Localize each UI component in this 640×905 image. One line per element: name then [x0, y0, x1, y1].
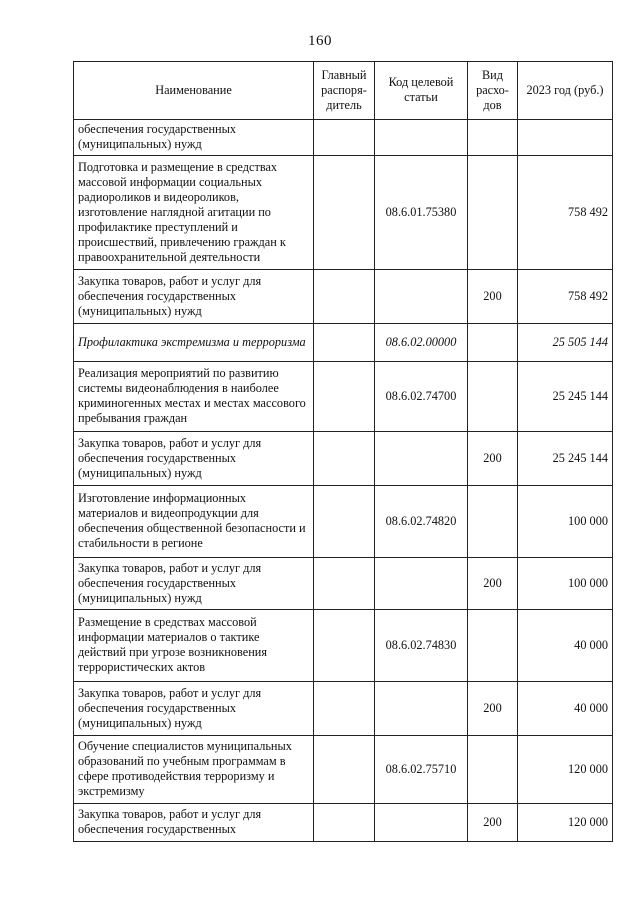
table-row [74, 610, 613, 682]
cell-code [375, 804, 468, 842]
cell-code [375, 682, 468, 736]
cell-kind: 200 [468, 432, 518, 486]
cell-name: Закупка товаров, работ и услуг для обеспечения государственных (муниципальных) нужд [74, 270, 314, 324]
table-row [74, 558, 613, 610]
cell-kind [468, 324, 518, 362]
cell-name: Размещение в средствах массовой информации материалов о тактике действий при угрозе возникновения террористических актов [74, 610, 314, 682]
cell-kind: 200 [468, 804, 518, 842]
cell-grbs [314, 736, 375, 804]
cell-grbs [314, 120, 375, 156]
table-row [74, 682, 613, 736]
cell-name: Закупка товаров, работ и услуг для обеспечения государственных (муниципальных) нужд [74, 432, 314, 486]
cell-grbs [314, 804, 375, 842]
cell-code: 08.6.02.74820 [375, 486, 468, 558]
cell-grbs [314, 156, 375, 270]
page-number: 160 [308, 33, 332, 49]
cell-code [375, 270, 468, 324]
cell-name: Изготовление информационных материалов и видеопродукции для обеспечения общественной безопасности и стабильности в регионе [74, 486, 314, 558]
table-row [74, 362, 613, 432]
cell-amount: 40 000 [518, 682, 613, 736]
cell-name: Закупка товаров, работ и услуг для обеспечения государственных (муниципальных) нужд [74, 558, 314, 610]
cell-kind [468, 120, 518, 156]
cell-grbs [314, 486, 375, 558]
table-row [74, 804, 613, 842]
cell-kind [468, 610, 518, 682]
cell-grbs [314, 610, 375, 682]
cell-kind: 200 [468, 558, 518, 610]
cell-amount: 25 505 144 [518, 324, 613, 362]
table-row [74, 736, 613, 804]
cell-amount: 758 492 [518, 156, 613, 270]
cell-kind [468, 736, 518, 804]
cell-amount: 100 000 [518, 558, 613, 610]
header-code: Код целевой статьи [375, 62, 468, 120]
cell-code [375, 558, 468, 610]
table-row [74, 270, 613, 324]
cell-amount: 120 000 [518, 736, 613, 804]
cell-grbs [314, 682, 375, 736]
header-grbs: Главный распоря-дитель [314, 62, 375, 120]
cell-amount: 758 492 [518, 270, 613, 324]
cell-grbs [314, 324, 375, 362]
cell-name: Закупка товаров, работ и услуг для обеспечения государственных [74, 804, 314, 842]
cell-grbs [314, 432, 375, 486]
cell-amount: 100 000 [518, 486, 613, 558]
cell-code: 08.6.02.74700 [375, 362, 468, 432]
cell-name: Закупка товаров, работ и услуг для обеспечения государственных (муниципальных) нужд [74, 682, 314, 736]
cell-amount: 40 000 [518, 610, 613, 682]
table-row [74, 120, 613, 156]
table-row [74, 486, 613, 558]
cell-code: 08.6.02.75710 [375, 736, 468, 804]
cell-code: 08.6.01.75380 [375, 156, 468, 270]
cell-code: 08.6.02.00000 [375, 324, 468, 362]
header-kind: Вид расхо-дов [468, 62, 518, 120]
cell-amount: 25 245 144 [518, 432, 613, 486]
cell-code [375, 120, 468, 156]
table-row [74, 324, 613, 362]
cell-grbs [314, 558, 375, 610]
cell-kind [468, 362, 518, 432]
header-amount: 2023 год (руб.) [518, 62, 613, 120]
table-row [74, 156, 613, 270]
cell-grbs [314, 270, 375, 324]
cell-name: обеспечения государственных (муниципальных) нужд [74, 120, 314, 156]
table-header-row [74, 62, 613, 120]
cell-name: Профилактика экстремизма и терроризма [74, 324, 314, 362]
cell-code [375, 432, 468, 486]
cell-kind: 200 [468, 270, 518, 324]
cell-amount [518, 120, 613, 156]
cell-kind [468, 156, 518, 270]
cell-kind: 200 [468, 682, 518, 736]
table-row [74, 432, 613, 486]
cell-amount: 120 000 [518, 804, 613, 842]
cell-name: Обучение специалистов муниципальных образований по учебным программам в сфере противодействия терроризму и экстремизму [74, 736, 314, 804]
cell-code: 08.6.02.74830 [375, 610, 468, 682]
header-name: Наименование [74, 62, 314, 120]
cell-amount: 25 245 144 [518, 362, 613, 432]
budget-table [73, 61, 613, 842]
cell-name: Реализация мероприятий по развитию системы видеонаблюдения в наиболее криминогенных местах и местах массового пребывания граждан [74, 362, 314, 432]
cell-name: Подготовка и размещение в средствах массовой информации социальных радиороликов и видеороликов, изготовление наглядной агитации по профилактике преступлений и происшествий, привлечению граждан к правоохранительной деятельности [74, 156, 314, 270]
cell-kind [468, 486, 518, 558]
cell-grbs [314, 362, 375, 432]
